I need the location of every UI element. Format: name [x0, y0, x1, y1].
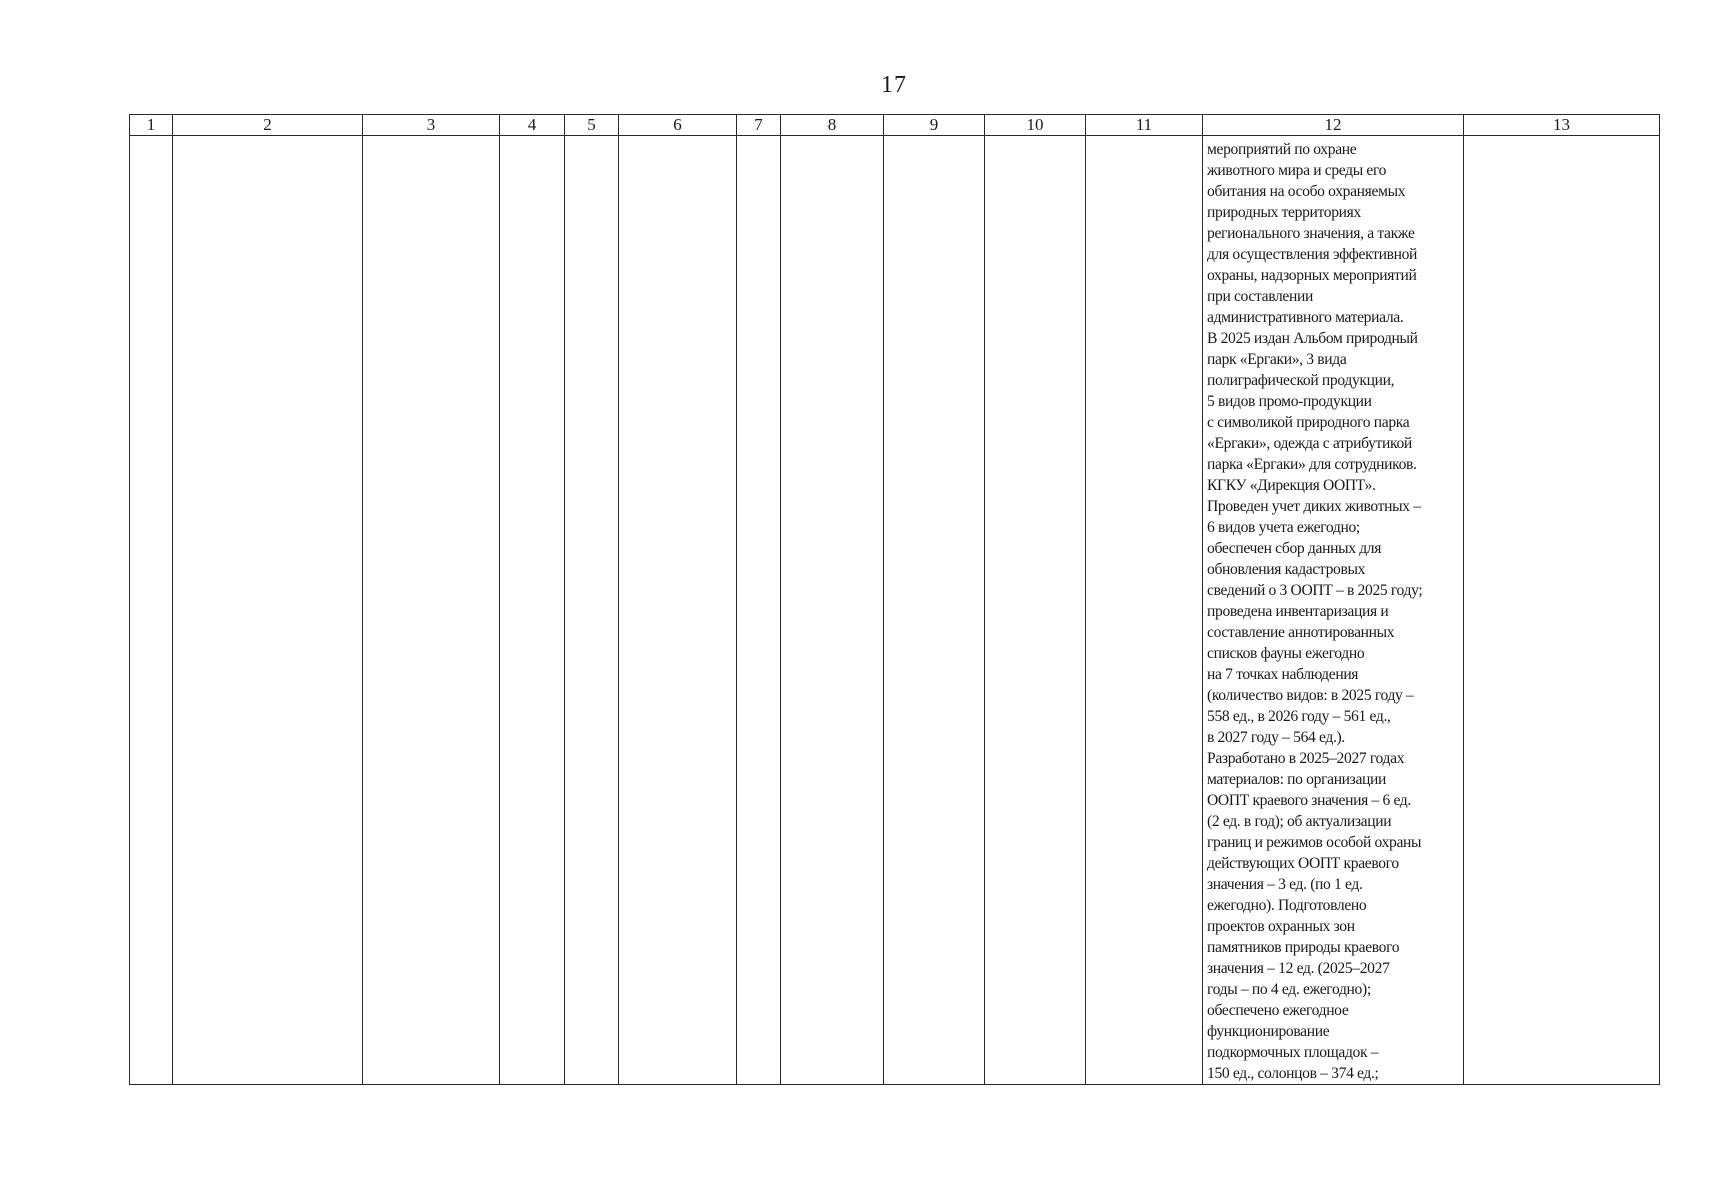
text-line: на 7 точках наблюдения [1207, 666, 1359, 683]
page-number: 17 [881, 72, 907, 98]
column-header-9: 9 [884, 115, 985, 136]
cell-col-6 [619, 136, 737, 1085]
cell-col-3 [363, 136, 500, 1085]
column-header-3: 3 [363, 115, 500, 136]
text-line: регионального значения, а также [1207, 225, 1415, 242]
cell-col-12 [1203, 136, 1464, 1085]
text-line: парк «Ергаки», 3 вида [1207, 351, 1347, 368]
text-line: проведена инвентаризация и [1207, 603, 1389, 620]
text-line: парка «Ергаки» для сотрудников. [1207, 456, 1417, 473]
text-line: для осуществления эффективной [1207, 246, 1418, 263]
cell-col-8 [781, 136, 884, 1085]
text-line: (количество видов: в 2025 году – [1207, 687, 1414, 704]
text-line: КГКУ «Дирекция ООПТ». [1207, 477, 1376, 494]
cell-col-13 [1464, 136, 1660, 1085]
column-header-4: 4 [500, 115, 565, 136]
text-line: 6 видов учета ежегодно; [1207, 519, 1360, 536]
cell-col-10 [985, 136, 1086, 1085]
text-line: списков фауны ежегодно [1207, 645, 1365, 662]
text-line: ООПТ краевого значения – 6 ед. [1207, 792, 1411, 809]
text-line: значения – 3 ед. (по 1 ед. [1207, 876, 1363, 893]
text-line: 558 ед., в 2026 году – 561 ед., [1207, 708, 1391, 725]
text-line: материалов: по организации [1207, 771, 1387, 788]
text-line: животного мира и среды его [1207, 162, 1387, 179]
column-header-11: 11 [1086, 115, 1203, 136]
cell-col-7 [737, 136, 781, 1085]
text-line: природных территориях [1207, 204, 1361, 221]
text-line: границ и режимов особой охраны [1207, 834, 1422, 851]
text-line: В 2025 издан Альбом природный [1207, 330, 1418, 347]
text-line: (2 ед. в год); об актуализации [1207, 813, 1392, 830]
column-header-1: 1 [130, 115, 173, 136]
text-line: Разработано в 2025–2027 годах [1207, 750, 1405, 767]
cell-col-5 [565, 136, 619, 1085]
text-line: годы – по 4 ед. ежегодно); [1207, 981, 1371, 998]
column-header-8: 8 [781, 115, 884, 136]
column-header-2: 2 [173, 115, 363, 136]
text-line: административного материала. [1207, 309, 1404, 326]
column-number-row [130, 115, 1660, 136]
text-line: функционирование [1207, 1023, 1330, 1040]
text-line: значения – 12 ед. (2025–2027 [1207, 960, 1390, 977]
text-line: обновления кадастровых [1207, 561, 1366, 578]
text-line: проектов охранных зон [1207, 918, 1355, 935]
text-line: сведений о 3 ООПТ – в 2025 году; [1207, 582, 1423, 599]
text-line: обеспечено ежегодное [1207, 1002, 1349, 1019]
column-header-7: 7 [737, 115, 781, 136]
table-row [130, 136, 1660, 1085]
text-line: при составлении [1207, 288, 1313, 305]
column-header-12: 12 [1203, 115, 1464, 136]
text-line: мероприятий по охране [1207, 141, 1357, 158]
column-12-text [1203, 136, 1463, 1084]
text-line: с символикой природного парка [1207, 414, 1410, 431]
column-header-5: 5 [565, 115, 619, 136]
text-line: «Ергаки», одежда с атрибутикой [1207, 435, 1412, 452]
continuation-table [129, 114, 1660, 1085]
text-line: в 2027 году – 564 ед.). [1207, 729, 1345, 746]
text-line: составление аннотированных [1207, 624, 1395, 641]
text-line: ежегодно). Подготовлено [1207, 897, 1367, 914]
cell-col-2 [173, 136, 363, 1085]
text-line: подкормочных площадок – [1207, 1044, 1379, 1061]
text-line: обитания на особо охраняемых [1207, 183, 1406, 200]
text-line: 5 видов промо-продукции [1207, 393, 1372, 410]
text-line: охраны, надзорных мероприятий [1207, 267, 1417, 284]
column-header-13: 13 [1464, 115, 1660, 136]
cell-col-1 [130, 136, 173, 1085]
text-line: 150 ед., солонцов – 374 ед.; [1207, 1065, 1379, 1082]
text-line: памятников природы краевого [1207, 939, 1400, 956]
text-line: действующих ООПТ краевого [1207, 855, 1399, 872]
text-line: обеспечен сбор данных для [1207, 540, 1382, 557]
column-header-6: 6 [619, 115, 737, 136]
cell-col-9 [884, 136, 985, 1085]
text-line: Проведен учет диких животных – [1207, 498, 1421, 515]
cell-col-11 [1086, 136, 1203, 1085]
text-line: полиграфической продукции, [1207, 372, 1395, 389]
cell-col-4 [500, 136, 565, 1085]
column-header-10: 10 [985, 115, 1086, 136]
